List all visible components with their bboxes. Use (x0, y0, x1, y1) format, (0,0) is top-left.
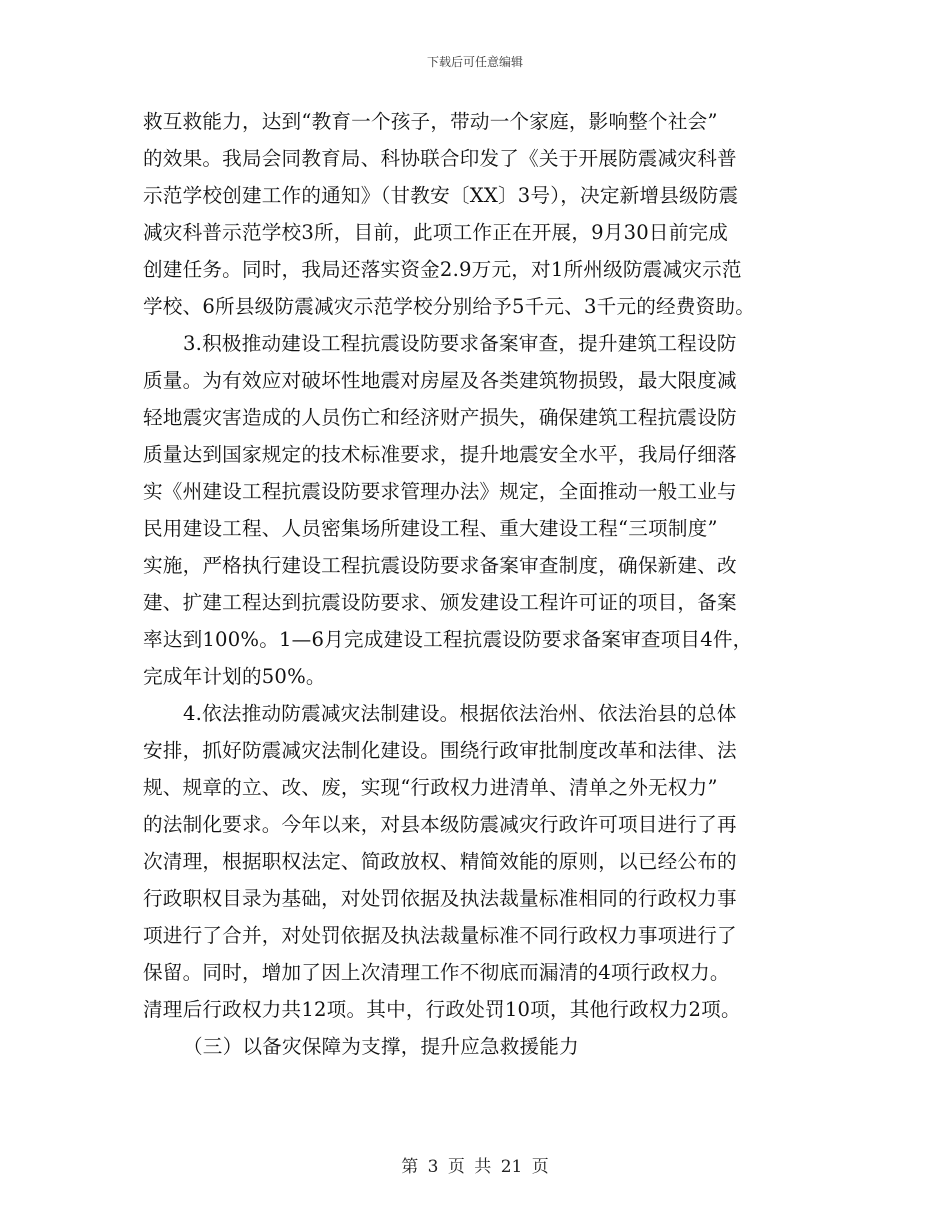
text-line: 保留。同时，增加了因上次清理工作不彻底而漏清的4项行政权力。 (143, 961, 730, 984)
text-line: 的法制化要求。今年以来，对县本级防震减灾行政许可项目进行了再 (143, 813, 737, 836)
text-line: 率达到100%。1—6月完成建设工程抗震设防要求备案审查项目4件， (143, 628, 753, 651)
text-line: 实施，严格执行建设工程抗震设防要求备案审查制度，确保新建、改 (143, 554, 737, 577)
text-line: 4.依法推动防震减灾法制建设。根据依法治州、依法治县的总体 (183, 702, 737, 725)
text-line: 救互救能力，达到“教育一个孩子，带动一个家庭，影响整个社会” (143, 110, 718, 133)
text-line: 轻地震灾害造成的人员伤亡和经济财产损失，确保建筑工程抗震设防 (143, 406, 737, 429)
text-line: 3.积极推动建设工程抗震设防要求备案审查，提升建筑工程设防 (183, 332, 737, 355)
text-line: 安排，抓好防震减灾法制化建设。围绕行政审批制度改革和法律、法 (143, 739, 737, 762)
text-line: 的效果。我局会同教育局、科协联合印发了《关于开展防震减灾科普 (143, 147, 737, 170)
text-line: 减灾科普示范学校3所，目前，此项工作正在开展，9月30日前完成 (143, 221, 729, 244)
text-line: 清理后行政权力共12项。其中，行政处罚10项，其他行政权力2项。 (143, 998, 741, 1021)
text-line: 项进行了合并，对处罚依据及执法裁量标准不同行政权力事项进行了 (143, 924, 737, 947)
page-number: 第 3 页 共 21 页 (401, 1157, 549, 1177)
text-line: 学校、6所县级防震减灾示范学校分别给予5千元、3千元的经费资助。 (143, 295, 756, 318)
text-line: 完成年计划的50%。 (143, 665, 326, 688)
text-line: 实《州建设工程抗震设防要求管理办法》规定，全面推动一般工业与 (143, 480, 737, 503)
text-line: 创建任务。同时，我局还落实资金2.9万元，对1所州级防震减灾示范 (143, 258, 742, 281)
text-line: 示范学校创建工作的通知》（甘教安〔XX〕3号），决定新增县级防震 (143, 184, 739, 207)
header-note: 下载后可任意编辑 (426, 55, 523, 69)
text-line: 规、规章的立、改、废，实现“行政权力进清单、清单之外无权力” (143, 776, 718, 799)
text-line: 行政职权目录为基础，对处罚依据及执法裁量标准相同的行政权力事 (143, 887, 737, 910)
text-line: 质量。为有效应对破坏性地震对房屋及各类建筑物损毁，最大限度减 (143, 369, 737, 392)
text-line: 民用建设工程、人员密集场所建设工程、重大建设工程“三项制度” (143, 517, 718, 540)
text-line: 次清理，根据职权法定、简政放权、精简效能的原则，以已经公布的 (143, 850, 737, 873)
text-line: （三）以备灾保障为支撑，提升应急救援能力 (183, 1035, 579, 1058)
text-line: 质量达到国家规定的技术标准要求，提升地震安全水平，我局仔细落 (143, 443, 737, 466)
document-body (143, 103, 813, 1065)
text-line: 建、扩建工程达到抗震设防要求、颁发建设工程许可证的项目，备案 (143, 591, 737, 614)
